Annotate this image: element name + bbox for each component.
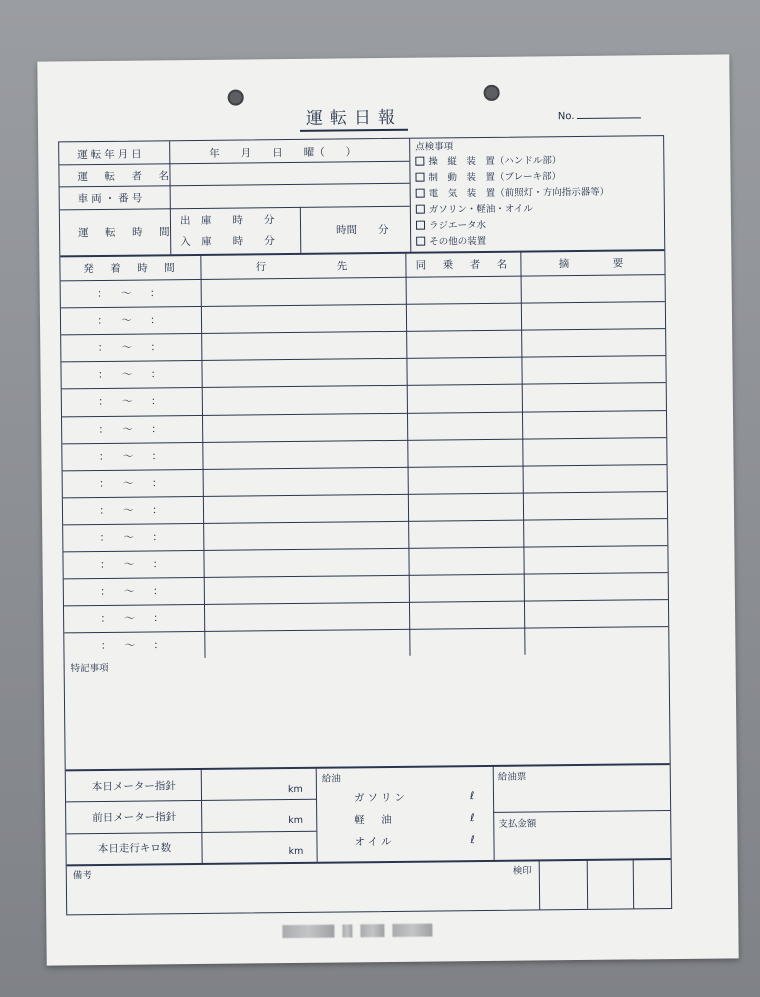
- special-notes-label: 特記事項: [70, 662, 109, 675]
- checkbox-icon[interactable]: [415, 172, 424, 181]
- time-range-cell[interactable]: ： 〜 ：: [97, 314, 165, 328]
- fuel-unit: ℓ: [470, 812, 475, 825]
- checkbox-icon[interactable]: [416, 204, 425, 213]
- time-range-cell[interactable]: ： 〜 ：: [100, 639, 169, 653]
- meter-row-label: 本日走行キロ数: [97, 842, 172, 856]
- inspection-item-label: 電 気 装 置（前照灯・方向指示器等）: [428, 186, 610, 200]
- time-range-cell[interactable]: ： 〜 ：: [98, 395, 166, 409]
- time-range-cell[interactable]: ： 〜 ：: [99, 558, 168, 572]
- inspection-checklist: [415, 151, 610, 249]
- divider: [201, 769, 203, 863]
- time-range-cell[interactable]: ： 〜 ：: [99, 477, 167, 490]
- form-title: 運転日報: [300, 103, 408, 132]
- divider: [60, 206, 410, 211]
- time-range-cell[interactable]: ： 〜 ：: [98, 449, 167, 463]
- inspection-item-label: ラジエータ水: [428, 219, 487, 232]
- checkbox-icon[interactable]: [415, 156, 424, 165]
- divider: [300, 207, 301, 253]
- time-range-cell[interactable]: ： 〜 ：: [100, 585, 168, 599]
- report-form: [58, 135, 672, 915]
- number-line: [577, 117, 641, 119]
- log-column-header: 摘 要: [558, 256, 627, 270]
- inspection-title: 点検事項: [415, 141, 454, 153]
- number-field[interactable]: [558, 110, 641, 122]
- inspection-item-label: ガソリン・軽油・オイル: [428, 203, 533, 216]
- divider: [67, 858, 671, 866]
- depart-time-field[interactable]: 出 庫 時 分: [179, 213, 275, 227]
- date-label: 運転年月日: [77, 148, 145, 161]
- log-column-header: 発 着 時 間: [83, 261, 178, 275]
- divider: [587, 859, 589, 909]
- daily-driving-report-sheet: [37, 54, 738, 965]
- meter-unit: km: [287, 783, 303, 795]
- divider: [493, 810, 670, 813]
- time-range-cell[interactable]: ： 〜 ：: [98, 422, 166, 436]
- divider: [633, 858, 635, 908]
- fuel-item-name: オイル: [354, 835, 395, 848]
- log-column-header: 同 乗 者 名: [415, 258, 511, 272]
- date-field[interactable]: 年 月 日 曜（ ）: [209, 145, 357, 160]
- driving-time-label: 運 転 時 間: [78, 225, 173, 239]
- checkbox-icon[interactable]: [416, 188, 425, 197]
- blurred-imprint: [342, 924, 352, 937]
- fuel-slip-label: 給油票: [497, 771, 527, 783]
- meter-row-label: 本日メーター指針: [91, 779, 176, 793]
- remarks-field[interactable]: [67, 876, 507, 915]
- inspection-item[interactable]: [416, 231, 610, 249]
- divider: [66, 830, 316, 834]
- punch-hole-left: [228, 89, 244, 105]
- meter-row-label: 前日メーター指針: [92, 811, 177, 824]
- time-range-cell[interactable]: ： 〜 ：: [99, 504, 167, 517]
- fuel-item-name: ガソリン: [353, 791, 409, 804]
- time-range-cell[interactable]: ： 〜 ：: [97, 287, 165, 301]
- duration-field[interactable]: 時間 分: [336, 223, 389, 237]
- payment-amount-label: 支払金額: [498, 817, 537, 830]
- inspection-item-label: 操 縦 装 置（ハンドル部）: [428, 155, 562, 168]
- time-range-cell[interactable]: ： 〜 ：: [97, 341, 165, 355]
- vehicle-label: 車両・番号: [77, 192, 146, 205]
- divider: [409, 139, 411, 252]
- fuel-item-name: 軽 油: [354, 813, 395, 826]
- divider: [66, 799, 316, 803]
- number-label: No.: [557, 111, 575, 123]
- return-time-field[interactable]: 入 庫 時 分: [180, 234, 275, 248]
- time-range-cell[interactable]: ： 〜 ：: [97, 368, 166, 382]
- meter-unit: km: [288, 845, 304, 858]
- blurred-imprint: [360, 924, 384, 937]
- driver-label: 運 転 者 名: [77, 169, 173, 183]
- log-column-header: 行 先: [255, 259, 351, 273]
- inspection-item-label: その他の装置: [429, 235, 487, 248]
- blurred-imprint: [282, 925, 334, 939]
- remarks-label: 備考: [72, 869, 92, 881]
- special-notes-area[interactable]: [65, 650, 670, 769]
- meter-unit: km: [288, 814, 304, 826]
- fuel-unit: ℓ: [469, 790, 475, 803]
- punch-hole-right: [484, 85, 500, 101]
- checkbox-icon[interactable]: [416, 236, 425, 245]
- fuel-label: 給油: [321, 773, 341, 785]
- inspection-stamp-label: 検印: [512, 865, 532, 877]
- divider: [539, 859, 541, 909]
- divider: [316, 768, 318, 862]
- inspection-item-label: 制 動 装 置（ブレーキ部）: [428, 171, 562, 184]
- time-range-cell[interactable]: ： 〜 ：: [99, 531, 167, 544]
- blurred-imprint: [392, 924, 432, 937]
- checkbox-icon[interactable]: [416, 220, 425, 229]
- fuel-unit: ℓ: [470, 834, 475, 847]
- time-range-cell[interactable]: ： 〜 ：: [100, 612, 168, 626]
